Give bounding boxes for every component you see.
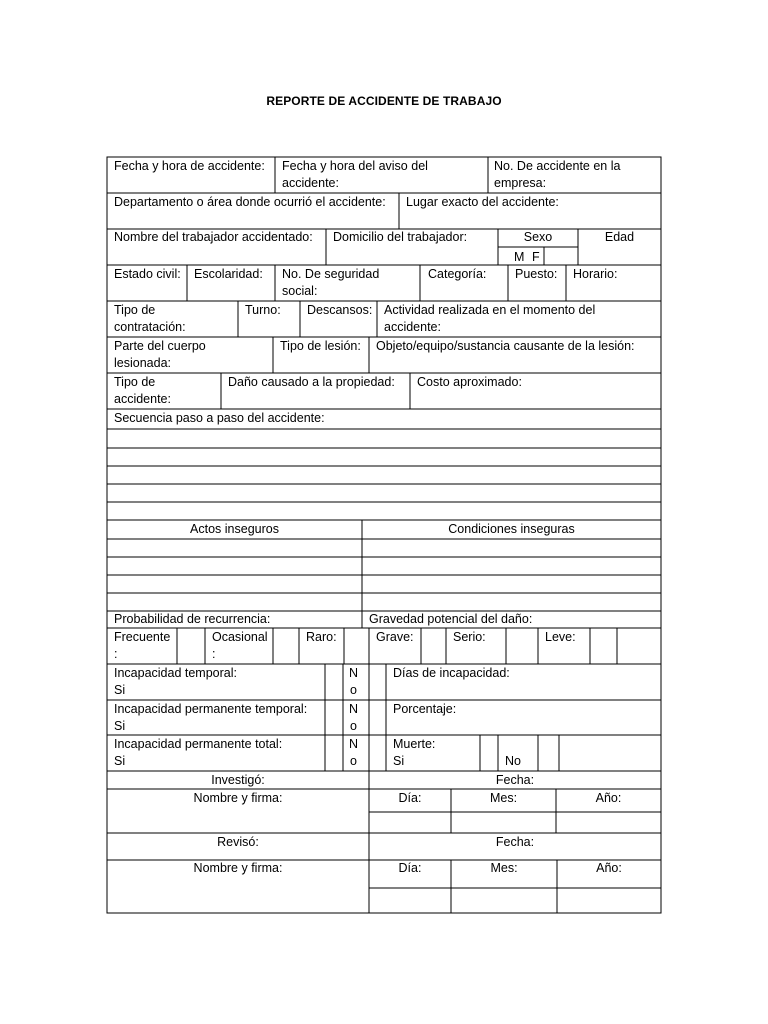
label-mes-investigo: Mes: xyxy=(489,791,518,805)
label-inc-temporal-n: N xyxy=(349,666,359,680)
label-ocasional: Ocasional xyxy=(212,630,268,644)
label-tipo-lesion: Tipo de lesión: xyxy=(280,339,361,353)
label-inc-perm-total: Incapacidad permanente total: xyxy=(114,737,283,751)
label-parte-cuerpo-line2: lesionada: xyxy=(114,356,171,370)
label-tipo-contratacion-line2: contratación: xyxy=(114,320,186,334)
label-sexo: Sexo xyxy=(523,230,553,244)
label-dano: Daño causado a la propiedad: xyxy=(228,375,395,389)
label-nombre-firma-investigo: Nombre y firma: xyxy=(193,791,283,805)
label-fecha-investigo: Fecha: xyxy=(495,773,535,787)
label-anio-reviso: Año: xyxy=(596,861,622,875)
label-fecha-hora-accidente: Fecha y hora de accidente: xyxy=(114,159,265,173)
label-inc-perm-temporal-o: o xyxy=(350,719,357,733)
label-dias-incapacidad: Días de incapacidad: xyxy=(393,666,510,680)
label-raro: Raro: xyxy=(306,630,337,644)
label-mes-reviso: Mes: xyxy=(490,861,518,875)
label-tipo-accidente-line2: accidente: xyxy=(114,392,171,406)
label-gravedad: Gravedad potencial del daño: xyxy=(369,612,533,626)
label-tipo-accidente-line1: Tipo de xyxy=(114,375,156,389)
label-no-accidente-line1: No. De accidente en la xyxy=(494,159,621,173)
label-probabilidad: Probabilidad de recurrencia: xyxy=(114,612,271,626)
label-no-accidente-line2: empresa: xyxy=(494,176,547,190)
label-actividad-line2: accidente: xyxy=(384,320,441,334)
label-lugar-exacto: Lugar exacto del accidente: xyxy=(406,195,559,209)
label-seguridad-line2: social: xyxy=(282,284,318,298)
label-sexo-m: M xyxy=(514,250,525,264)
label-costo: Costo aproximado: xyxy=(417,375,522,389)
label-serio: Serio: xyxy=(453,630,486,644)
label-investigo: Investigó: xyxy=(211,773,265,787)
label-porcentaje: Porcentaje: xyxy=(393,702,457,716)
label-reviso: Revisó: xyxy=(217,835,259,849)
label-inc-perm-total-o: o xyxy=(350,754,357,768)
label-tipo-contratacion-line1: Tipo de xyxy=(114,303,156,317)
label-descansos: Descansos: xyxy=(307,303,373,317)
label-actividad-line1: Actividad realizada en el momento del xyxy=(384,303,596,317)
label-muerte-si: Si xyxy=(393,754,405,768)
label-frecuente-colon: : xyxy=(114,647,118,661)
label-grave: Grave: xyxy=(376,630,414,644)
label-edad: Edad xyxy=(604,230,635,244)
label-inc-temporal-si: Si xyxy=(114,683,126,697)
label-seguridad-line1: No. De seguridad xyxy=(282,267,380,281)
label-domicilio: Domicilio del trabajador: xyxy=(333,230,468,244)
label-horario: Horario: xyxy=(573,267,618,281)
label-sexo-f: F xyxy=(532,250,540,264)
label-fecha-aviso-line1: Fecha y hora del aviso del xyxy=(282,159,428,173)
label-leve: Leve: xyxy=(545,630,576,644)
label-inc-temporal-o: o xyxy=(350,683,357,697)
label-inc-perm-total-si: Si xyxy=(114,754,126,768)
label-estado-civil: Estado civil: xyxy=(114,267,181,281)
label-fecha-aviso-line2: accidente: xyxy=(282,176,339,190)
label-actos-inseguros: Actos inseguros xyxy=(190,522,279,536)
label-frecuente: Frecuente xyxy=(114,630,171,644)
label-objeto: Objeto/equipo/sustancia causante de la lesión: xyxy=(376,339,635,353)
label-escolaridad: Escolaridad: xyxy=(194,267,263,281)
label-parte-cuerpo-line1: Parte del cuerpo xyxy=(114,339,206,353)
label-inc-temporal: Incapacidad temporal: xyxy=(114,666,237,680)
label-muerte: Muerte: xyxy=(393,737,436,751)
label-secuencia: Secuencia paso a paso del accidente: xyxy=(114,411,325,425)
label-dia-investigo: Día: xyxy=(398,791,422,805)
label-turno: Turno: xyxy=(245,303,281,317)
label-inc-perm-temporal-si: Si xyxy=(114,719,126,733)
label-fecha-reviso: Fecha: xyxy=(495,835,535,849)
label-muerte-no: No xyxy=(505,754,521,768)
label-anio-investigo: Año: xyxy=(595,791,622,805)
label-nombre-trabajador: Nombre del trabajador accidentado: xyxy=(114,230,313,244)
label-puesto: Puesto: xyxy=(515,267,558,281)
label-dia-reviso: Día: xyxy=(398,861,422,875)
label-inc-perm-total-n: N xyxy=(349,737,359,751)
label-nombre-firma-reviso: Nombre y firma: xyxy=(193,861,283,875)
label-inc-perm-temporal-n: N xyxy=(349,702,359,716)
label-ocasional-colon: : xyxy=(212,647,216,661)
label-departamento: Departamento o área donde ocurrió el accidente: xyxy=(114,195,386,209)
label-categoria: Categoría: xyxy=(428,267,487,281)
page-title: REPORTE DE ACCIDENTE DE TRABAJO xyxy=(266,94,502,108)
label-condiciones-inseguras: Condiciones inseguras xyxy=(448,522,575,536)
label-inc-perm-temporal: Incapacidad permanente temporal: xyxy=(114,702,308,716)
